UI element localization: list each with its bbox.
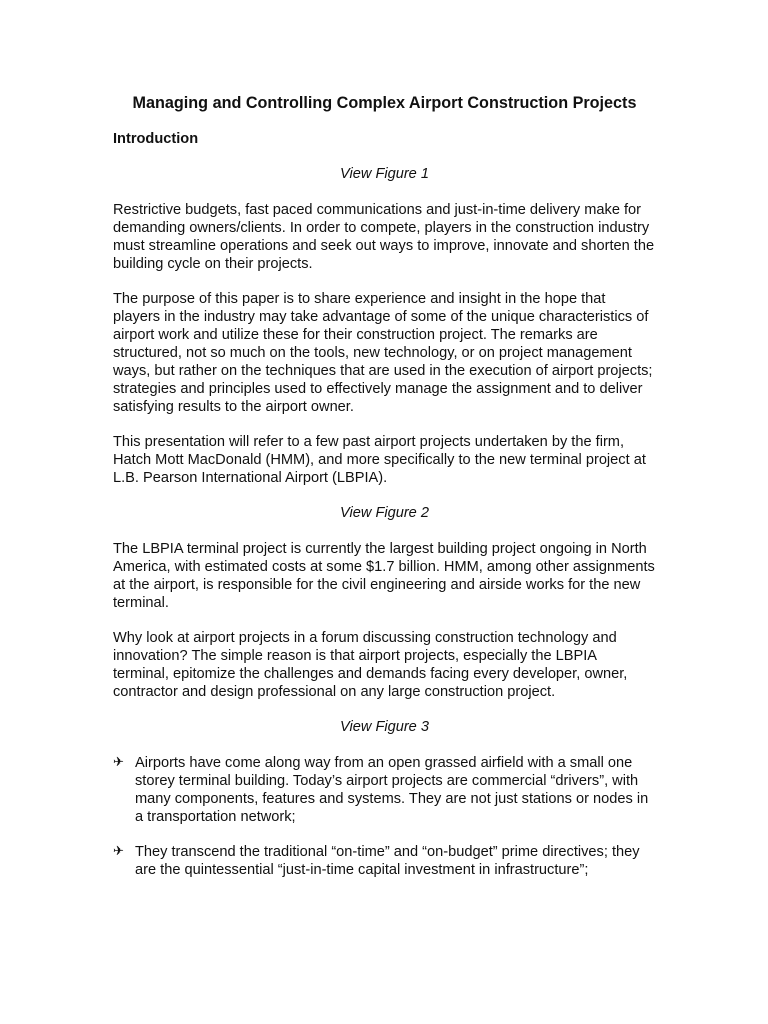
bullet-list	[113, 754, 656, 879]
list-item	[113, 843, 656, 879]
view-figure-1-link[interactable]: View Figure 1	[340, 166, 429, 182]
section-heading: Introduction	[113, 131, 199, 147]
bullet-text: Airports have come along way from an open grassed airfield with a small one storey terminal building. Today’s airport projects are commercial “drivers”, with many components, features and systems. They are not just stations or nodes in a transportation network;	[135, 755, 649, 825]
view-figure-3-link[interactable]: View Figure 3	[340, 719, 429, 735]
paragraph-5: Why look at airport projects in a forum discussing construction technology and innovation? The simple reason is that airport projects, especially the LBPIA terminal, epitomize the challenges and demands facing every developer, owner, contractor and design professional on any large construction project.	[113, 630, 628, 700]
paragraph-2: The purpose of this paper is to share experience and insight in the hope that players in the industry may take advantage of some of the unique characteristics of airport work and utilize these for their construction project. The remarks are structured, not so much on the tools, new technology, or on project management ways, but rather on the techniques that are used in the execution of airport projects; strategies and principles used to effectively manage the assignment and to deliver satisfying results to the airport owner.	[113, 291, 653, 415]
airplane-icon: ✈	[113, 844, 124, 859]
document-title: Managing and Controlling Complex Airport Construction Projects	[132, 94, 637, 112]
bullet-text: They transcend the traditional “on-time” and “on-budget” prime directives; they are the quintessential “just-in-time capital investment in infrastructure”;	[135, 844, 640, 878]
paragraph-3: This presentation will refer to a few past airport projects undertaken by the firm, Hatch Mott MacDonald (HMM), and more specifically to the new terminal project at L.B. Pearson International Airport (LBPIA).	[113, 434, 646, 486]
airplane-icon: ✈	[113, 755, 124, 770]
list-item	[113, 754, 656, 826]
view-figure-2-link[interactable]: View Figure 2	[340, 505, 429, 521]
paragraph-4: The LBPIA terminal project is currently the largest building project ongoing in North America, with estimated costs at some $1.7 billion. HMM, among other assignments at the airport, is responsible for the civil engineering and airside works for the new terminal.	[113, 541, 655, 611]
paragraph-1: Restrictive budgets, fast paced communications and just-in-time delivery make for demanding owners/clients. In order to compete, players in the construction industry must streamline operations and seek out ways to improve, innovate and shorten the building cycle on their projects.	[113, 202, 655, 272]
